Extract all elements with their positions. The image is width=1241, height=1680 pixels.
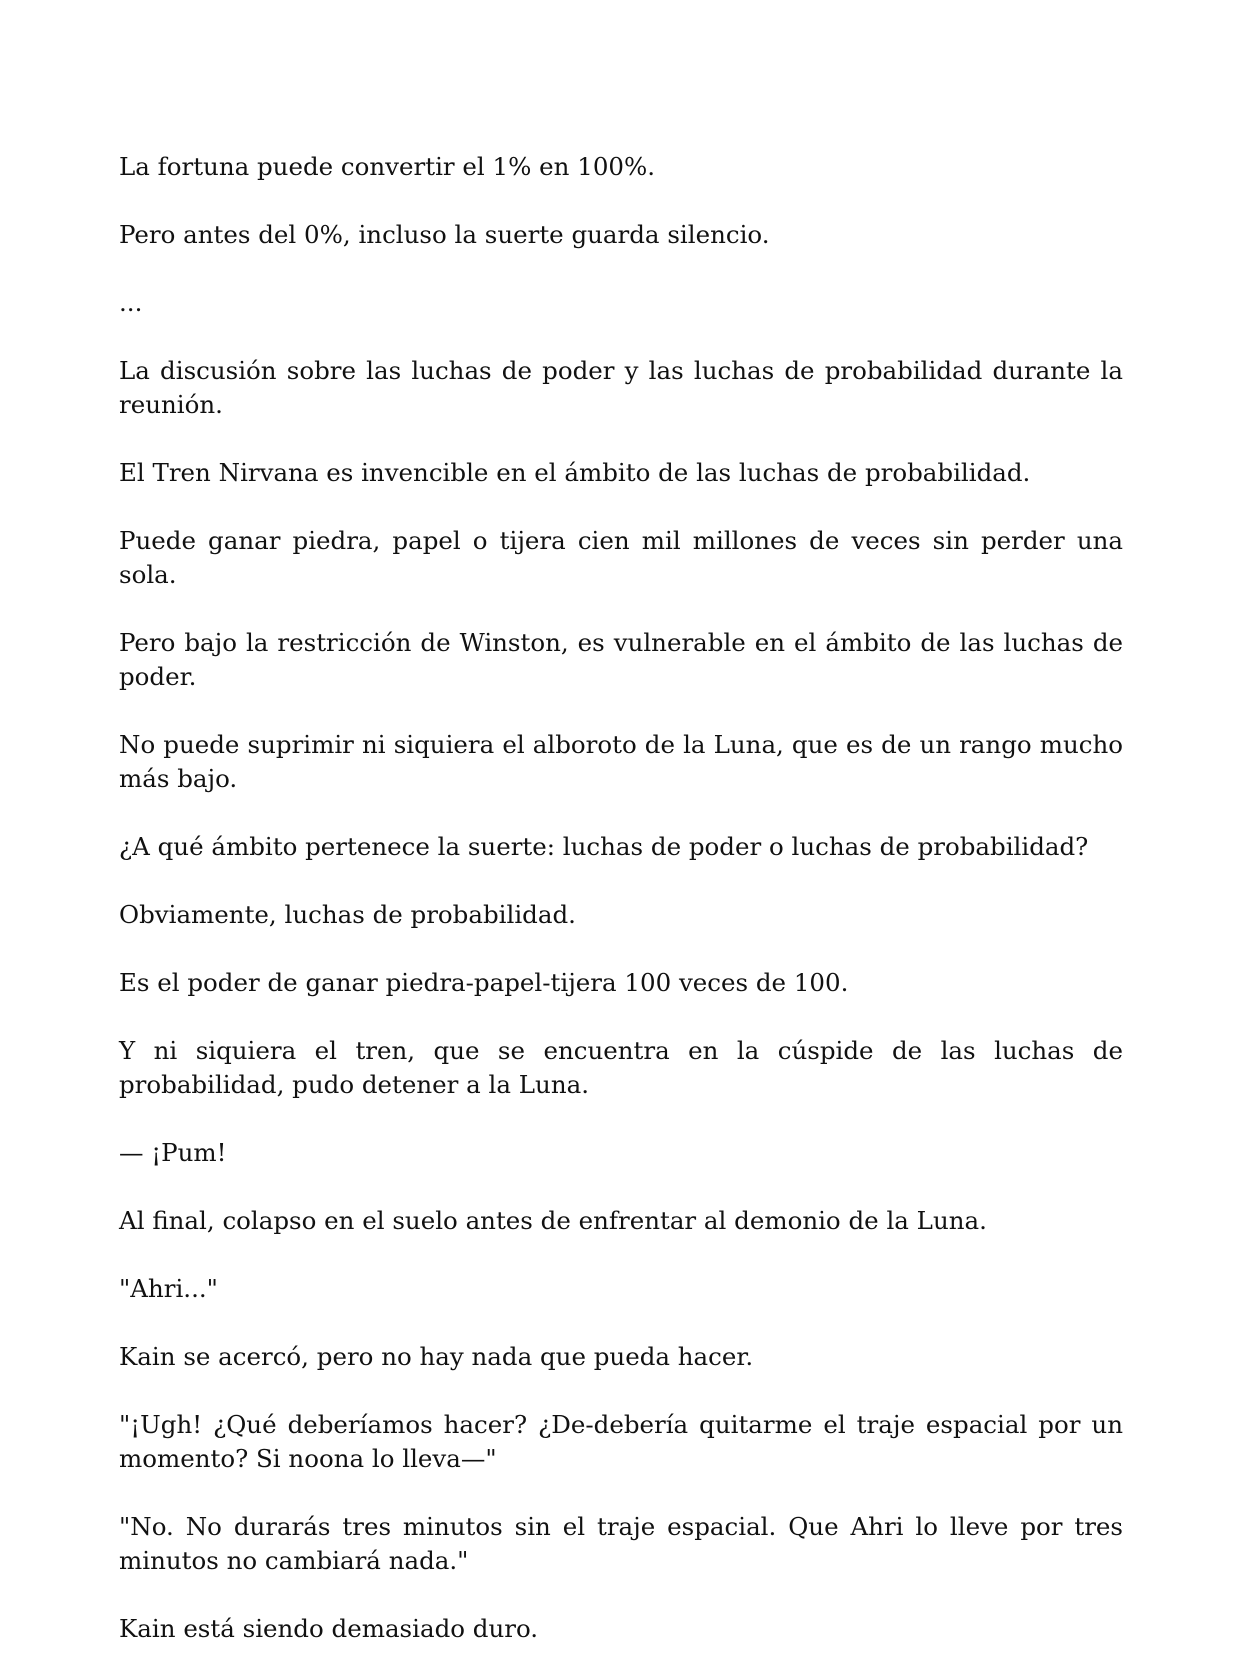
paragraph-dialogue: "¡Ugh! ¿Qué deberíamos hacer? ¿De-debería quitarme el traje espacial por un momento? Si noona lo lleva—" bbox=[119, 1410, 1123, 1473]
paragraph: Pero antes del 0%, incluso la suerte guarda silencio. bbox=[119, 220, 770, 249]
paragraph-dialogue: "Ahri..." bbox=[119, 1274, 218, 1303]
paragraph: El Tren Nirvana es invencible en el ámbito de las luchas de probabilidad. bbox=[119, 458, 1031, 487]
paragraph: Kain está siendo demasiado duro. bbox=[119, 1614, 539, 1643]
paragraph: ¿A qué ámbito pertenece la suerte: luchas de poder o luchas de probabilidad? bbox=[119, 832, 1089, 861]
paragraph: Es el poder de ganar piedra-papel-tijera 100 veces de 100. bbox=[119, 968, 849, 997]
paragraph: Obviamente, luchas de probabilidad. bbox=[119, 900, 576, 929]
paragraph: Al final, colapso en el suelo antes de enfrentar al demonio de la Luna. bbox=[119, 1206, 987, 1235]
document-body bbox=[119, 150, 1123, 1680]
paragraph: Kain se acercó, pero no hay nada que pueda hacer. bbox=[119, 1342, 754, 1371]
paragraph: La discusión sobre las luchas de poder y las luchas de probabilidad durante la reunión. bbox=[119, 356, 1123, 419]
paragraph: Puede ganar piedra, papel o tijera cien mil millones de veces sin perder una sola. bbox=[119, 526, 1123, 589]
paragraph: La fortuna puede convertir el 1% en 100%. bbox=[119, 152, 656, 181]
paragraph: Y ni siquiera el tren, que se encuentra en la cúspide de las luchas de probabilidad, pudo detener a la Luna. bbox=[119, 1036, 1123, 1099]
paragraph-ellipsis: ... bbox=[119, 288, 143, 317]
paragraph: Pero bajo la restricción de Winston, es vulnerable en el ámbito de las luchas de poder. bbox=[119, 628, 1123, 691]
paragraph: No puede suprimir ni siquiera el alboroto de la Luna, que es de un rango mucho más bajo. bbox=[119, 730, 1123, 793]
paragraph-dialogue: "No. No durarás tres minutos sin el traje espacial. Que Ahri lo lleve por tres minutos no cambiará nada." bbox=[119, 1512, 1123, 1575]
paragraph-sound-effect: — ¡Pum! bbox=[119, 1138, 227, 1167]
